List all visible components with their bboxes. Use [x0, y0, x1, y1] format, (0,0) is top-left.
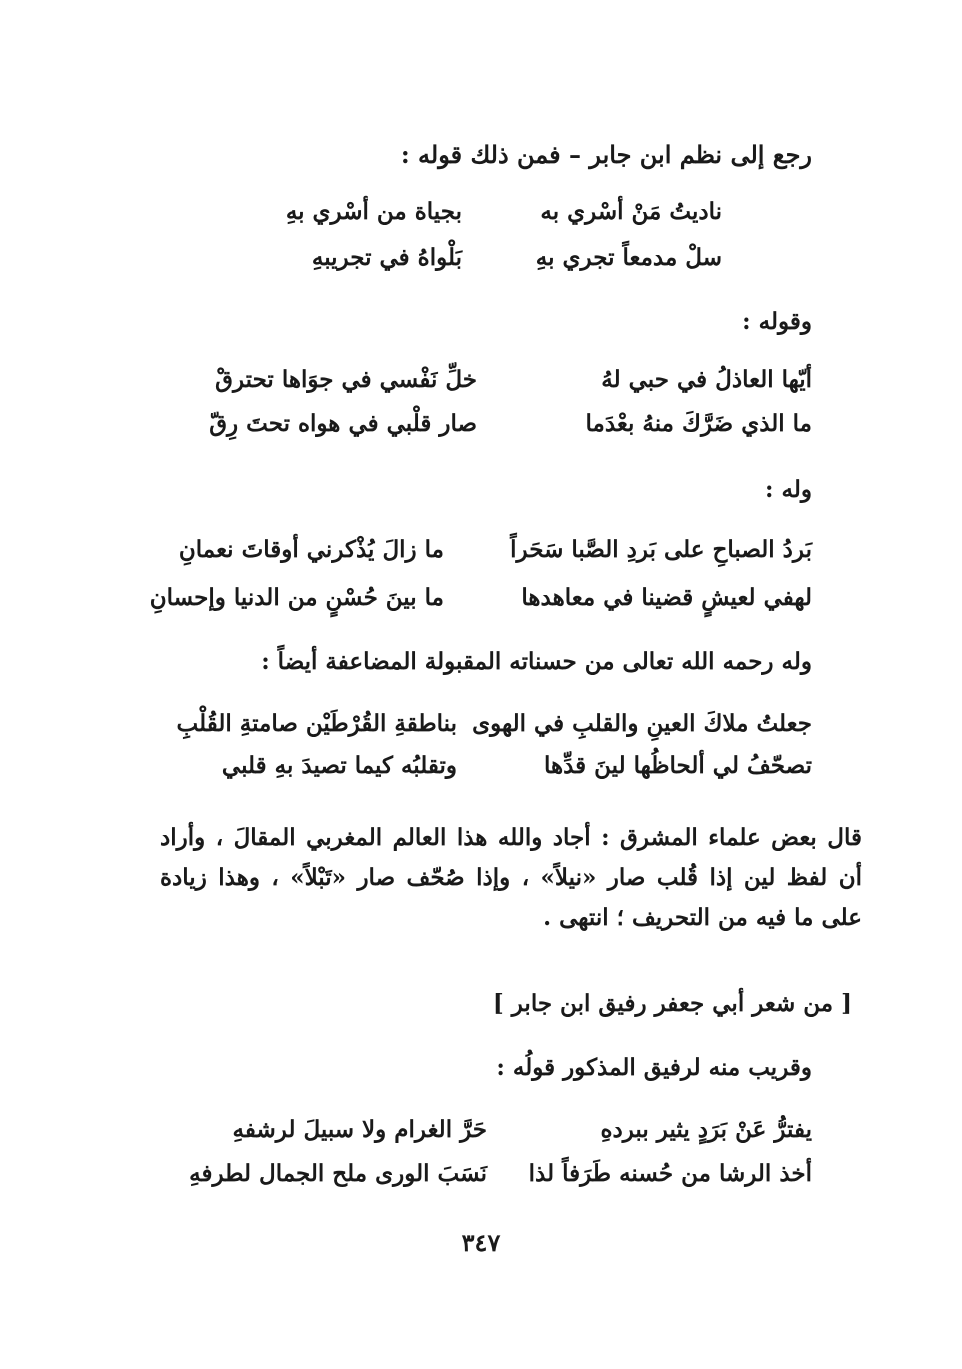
hemistich: حَرَّ الغرام ولا سبيلَ لرشفهِ — [232, 1116, 487, 1143]
hemistich: ما الذي ضَرَّكَ منهُ بعْدَما — [585, 410, 812, 437]
hemistich: يفترُّ عَنْ بَرَدٍ يثير ببردهِ — [600, 1116, 812, 1143]
intro-text: وقريب منه لرفيق المذكور قولُه : — [496, 1054, 812, 1081]
hemistich: بَردُ الصباحِ على بَردِ الصَّبا سَحَراً — [510, 536, 812, 563]
poem4-line1 — [177, 710, 812, 750]
hemistich: بناطقةِ القُرْطَيْن صامتةِ القُلْبِ — [176, 710, 457, 737]
hemistich: أخذ الرشا من حُسنه طَرَفاً لذا — [528, 1160, 812, 1187]
poem3-line1 — [179, 536, 812, 576]
poem3-line2 — [150, 584, 812, 624]
poem5-line1 — [233, 1116, 812, 1156]
poem5-line2 — [189, 1160, 812, 1200]
poem1-line1 — [286, 198, 722, 238]
hemistich: صار قلْبي في هواه تحتَ رِقّ — [209, 410, 477, 437]
hemistich: بجياة من أسْري بهِ — [285, 198, 462, 225]
chapter-heading: رجع إلى نظم ابن جابر – فمن ذلك قوله : — [400, 140, 812, 169]
poem1-line2 — [312, 244, 722, 284]
hemistich: بَلْواهُ في تجريبهِ — [311, 244, 462, 271]
section-title: [ من شعر أبي جعفر رفيق ابن جابر ] — [492, 990, 852, 1017]
page-number: ٣٤٧ — [461, 1228, 501, 1257]
hemistich: ما زالَ يُذْكرني أوقاتَ نعمانِ — [178, 536, 444, 563]
hemistich: تصحّفُ لي ألحاظُها لينَ قدِّها — [543, 752, 812, 779]
hemistich: جعلتُ ملاكَ العينِ والقلبِ في الهوى — [472, 710, 812, 737]
hemistich: سلْ مدمعاً تجري بهِ — [535, 244, 722, 271]
hemistich: أيّها العاذلُ في حبي لهُ — [601, 366, 812, 393]
poem2-line1 — [215, 366, 812, 406]
hemistich: ناديتُ مَنْ أسْري به — [540, 198, 722, 225]
intro-text: وقوله : — [742, 308, 812, 335]
hemistich: وتقلبُه كيما تصيدَ بهِ قلبي — [221, 752, 457, 779]
poem2-line2 — [209, 410, 812, 450]
intro-text: وله رحمه الله تعالى من حسناته المقبولة المضاعفة أيضاً : — [261, 648, 812, 675]
hemistich: خلِّ نَفْسي في جوَاها تحترقْ — [215, 366, 477, 393]
hemistich: ما بينَ حُسْنٍ من الدنيا وإحسانِ — [149, 584, 444, 611]
intro-text: وله : — [765, 476, 812, 503]
poem4-line2 — [222, 752, 812, 792]
hemistich: نَسَبَ الورى ملح الجمال لطرفهِ — [189, 1160, 487, 1187]
commentary-paragraph: قال بعض علماء المشرق : أجاد والله هذا العالم المغربي المقالَ ، وأراد أن لفظ لين إذا قُلب صار «نيلاً» ، وإذا صُحّف صار «تَبْلاً» ، وهذا زيادة على ما فيه من التحريف ؛ انتهى . — [160, 824, 862, 931]
hemistich: لهفي لعيشٍ قضينا في معاهدها — [521, 584, 812, 611]
